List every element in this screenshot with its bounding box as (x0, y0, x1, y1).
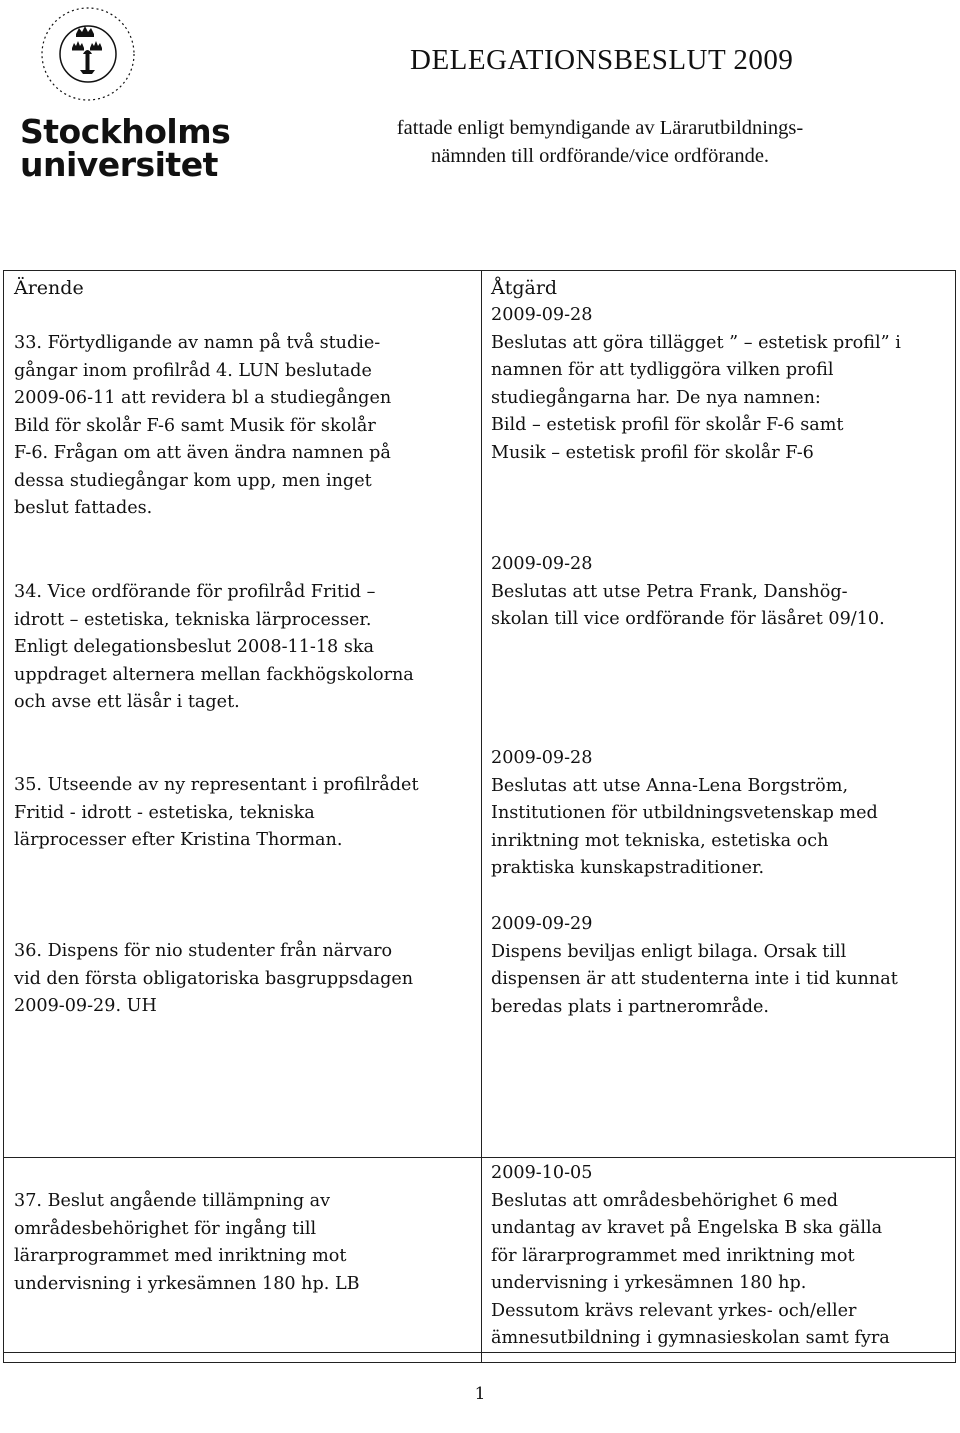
text-line: F-6. Frågan om att även ändra namnen på (14, 443, 391, 463)
case-36-action (491, 911, 951, 1021)
decision-date: 2009-09-28 (491, 305, 593, 325)
decisions-table-continued (3, 1157, 956, 1353)
text-line: 35. Utseende av ny representant i profilrådet (14, 775, 419, 795)
text-line: Beslutas att områdesbehörighet 6 med (491, 1190, 839, 1211)
text-line: vid den första obligatoriska basgruppsdagen (14, 968, 414, 989)
column-header-atgard: Åtgärd (491, 277, 558, 299)
text-line: dessa studiegångar kom upp, men inget (14, 470, 372, 491)
text-line: 36. Dispens för nio studenter från närvaro (14, 941, 393, 961)
document-title: DELEGATIONSBESLUT 2009 (410, 44, 794, 76)
text-line: Musik – estetisk profil för skolår F-6 (491, 442, 814, 463)
text-line: idrott – estetiska, tekniska lärprocesser. (14, 609, 372, 630)
text-line: och avse ett läsår i taget. (14, 692, 240, 712)
university-seal-icon (38, 4, 138, 104)
case-36-description (14, 938, 474, 1021)
page-number: 1 (474, 1384, 486, 1404)
text-line: Beslutas att göra tillägget ” – estetisk profil” i (491, 332, 901, 353)
text-line: gångar inom profilråd 4. LUN beslutade (14, 360, 372, 381)
text-line: uppdraget alternera mellan fackhögskolorna (14, 664, 414, 685)
text-line: namnen för att tydliggöra vilken profil (491, 360, 834, 380)
document-subtitle (300, 114, 900, 170)
text-line: beredas plats i partnerområde. (491, 996, 769, 1017)
text-line: 34. Vice ordförande för profilråd Fritid – (14, 582, 376, 602)
text-line: inriktning mot tekniska, estetiska och (491, 830, 829, 851)
text-line: Beslutas att utse Petra Frank, Danshög- (491, 581, 848, 602)
decision-date: 2009-09-28 (491, 554, 593, 574)
text-line: Bild för skolår F-6 samt Musik för skolår (14, 415, 376, 436)
logo-wordmark-line1: Stockholms (20, 112, 231, 151)
text-line: Enligt delegationsbeslut 2008-11-18 ska (14, 637, 375, 657)
text-line: Fritid - idrott - estetiska, tekniska (14, 802, 315, 823)
subtitle-line: nämnden till ordförande/vice ordförande. (430, 145, 770, 167)
text-line: ämnesutbildning i gymnasieskolan samt fyra (491, 1328, 890, 1348)
column-divider (481, 1158, 482, 1352)
case-37-description (14, 1188, 474, 1298)
text-line: beslut fattades. (14, 498, 153, 518)
case-33-description (14, 330, 474, 523)
logo-wordmark-line2: universitet (20, 145, 218, 184)
text-line: dispensen är att studenterna inte i tid kunnat (491, 969, 898, 989)
text-line: Dessutom krävs relevant yrkes- och/eller (491, 1300, 857, 1321)
text-line: undervisning i yrkesämnen 180 hp. (491, 1273, 807, 1293)
decision-date: 2009-09-28 (491, 748, 593, 768)
text-line: 2009-09-29. UH (14, 996, 157, 1016)
text-line: 2009-06-11 att revidera bl a studiegången (14, 388, 392, 408)
decision-date: 2009-09-29 (491, 914, 593, 934)
text-line: områdesbehörighet för ingång till (14, 1218, 317, 1239)
text-line: studiegångarna har. De nya namnen: (491, 387, 821, 408)
case-34-description (14, 579, 474, 717)
university-logo (14, 4, 244, 184)
case-35-description (14, 772, 474, 855)
text-line: skolan till vice ordförande för läsåret 09/10. (491, 609, 885, 629)
text-line: undervisning i yrkesämnen 180 hp. LB (14, 1273, 360, 1294)
case-33-action (491, 302, 951, 467)
text-line: 33. Förtydligande av namn på två studie- (14, 333, 381, 353)
subtitle-line: fattade enligt bemyndigande av Lärarutbildnings- (396, 117, 804, 139)
text-line: praktiska kunskapstraditioner. (491, 858, 765, 878)
case-34-action (491, 551, 951, 634)
text-line: Institutionen för utbildningsvetenskap med (491, 803, 878, 823)
text-line: Bild – estetisk profil för skolår F-6 samt (491, 415, 844, 435)
case-35-action (491, 745, 951, 883)
case-37-action (491, 1160, 951, 1353)
decision-date: 2009-10-05 (491, 1163, 593, 1183)
column-header-arende: Ärende (14, 277, 84, 299)
text-line: Beslutas att utse Anna-Lena Borgström, (491, 775, 849, 796)
text-line: för lärarprogrammet med inriktning mot (491, 1245, 855, 1266)
text-line: 37. Beslut angående tillämpning av (14, 1191, 331, 1211)
text-line: lärprocesser efter Kristina Thorman. (14, 830, 343, 850)
text-line: Dispens beviljas enligt bilaga. Orsak till (491, 941, 847, 962)
text-line: lärarprogrammet med inriktning mot (14, 1246, 347, 1266)
text-line: undantag av kravet på Engelska B ska gälla (491, 1218, 883, 1238)
